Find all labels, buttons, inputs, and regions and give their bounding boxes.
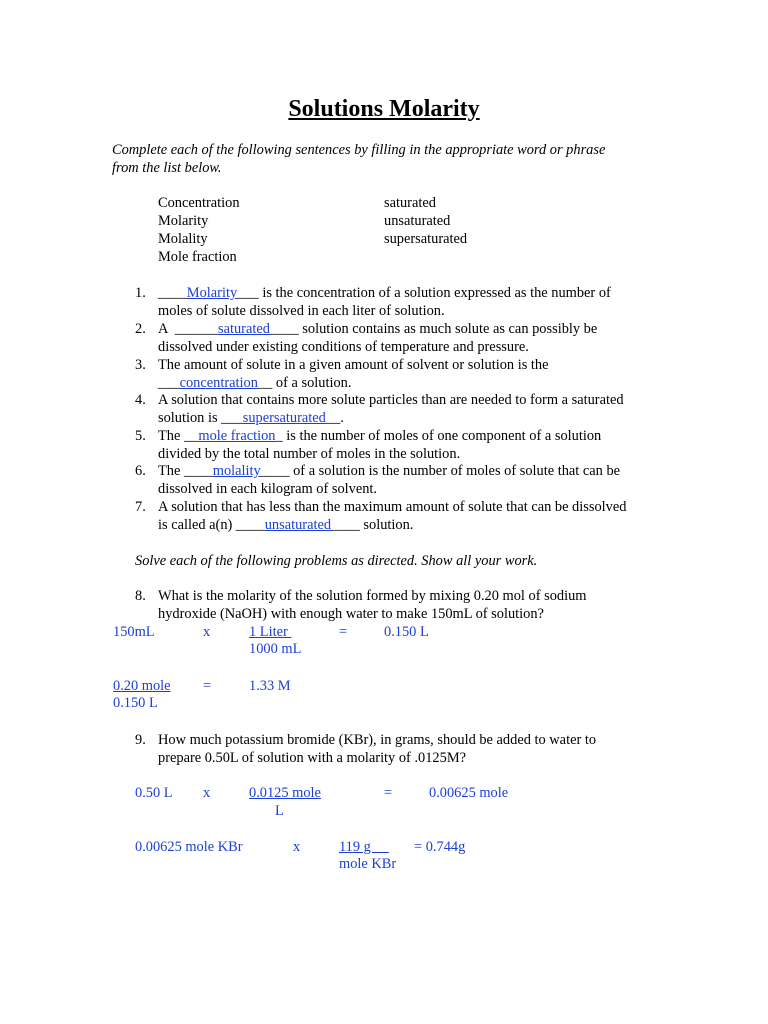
question-1-line-2: moles of solute dissolved in each liter of solution. — [158, 303, 445, 319]
problem-9-number: 9. — [135, 732, 146, 748]
question-3-line-2: ___concentration__ of a solution. — [158, 375, 352, 391]
word-list-unsaturated: unsaturated — [384, 213, 451, 229]
problem-9-work-result: 0.00625 mole — [429, 785, 509, 801]
question-7-number: 7. — [135, 499, 146, 515]
problem-8-work-volume: 150mL — [113, 624, 155, 640]
instructions-line-2: from the list below. — [112, 160, 222, 176]
question-5-number: 5. — [135, 428, 146, 444]
word-list-molarity: Molarity — [158, 213, 209, 229]
problem-9-work-times: x — [203, 785, 211, 801]
problem-8-work-times: x — [203, 624, 211, 640]
question-1-number: 1. — [135, 285, 146, 301]
problem-9-mass-denominator: mole KBr — [339, 856, 397, 872]
question-4-line-2: solution is ___supersaturated__. — [158, 410, 344, 426]
problem-8-line-1: What is the molarity of the solution formed by mixing 0.20 mol of sodium — [158, 588, 587, 604]
question-6-line-2: dissolved in each kilogram of solvent. — [158, 481, 378, 497]
answer-7: unsaturated — [264, 517, 332, 533]
word-list-mole-fraction: Mole fraction — [158, 249, 237, 265]
word-list-molality: Molality — [158, 231, 208, 247]
problem-8-work-numerator: 1 Liter — [249, 624, 292, 640]
question-1-line-1: ____Molarity___ is the concentration of a solution expressed as the number of — [158, 285, 611, 301]
problem-8-molarity-numerator: 0.20 mole — [113, 678, 171, 694]
question-3-number: 3. — [135, 357, 146, 373]
problem-9-line-1: How much potassium bromide (KBr), in grams, should be added to water to — [158, 732, 597, 748]
problem-9-mass-result: = 0.744g — [414, 839, 466, 855]
question-5-line-2: divided by the total number of moles in the solution. — [158, 446, 461, 462]
problem-8-number: 8. — [135, 588, 146, 604]
problem-8-molarity-denominator: 0.150 L — [113, 695, 158, 711]
answer-1: Molarity — [186, 285, 238, 301]
problem-8-work-denominator: 1000 mL — [249, 641, 302, 657]
question-4-line-1: A solution that contains more solute particles than are needed to form a saturated — [158, 392, 624, 408]
answer-5: mole fraction — [198, 428, 276, 444]
problem-9-work-numerator: 0.0125 mole — [249, 785, 321, 801]
problem-9-work-denominator: L — [275, 803, 284, 819]
problem-9-line-2: prepare 0.50L of solution with a molarity of .0125M? — [158, 750, 466, 766]
answer-4: supersaturated — [242, 410, 326, 426]
answer-6: molality — [212, 463, 261, 479]
question-7-line-1: A solution that has less than the maximum amount of solute that can be dissolved — [158, 499, 627, 515]
problem-8-molarity-result: 1.33 M — [249, 678, 291, 694]
problem-9-work-volume: 0.50 L — [135, 785, 173, 801]
page-title: Solutions Molarity — [288, 96, 480, 122]
problem-9-mass-times: x — [293, 839, 301, 855]
question-7-line-2: is called a(n) ____unsaturated____ solution. — [158, 517, 414, 533]
word-list-supersaturated: supersaturated — [384, 231, 468, 247]
question-3-line-1: The amount of solute in a given amount of solvent or solution is the — [158, 357, 549, 373]
problem-8-line-2: hydroxide (NaOH) with enough water to make 150mL of solution? — [158, 606, 544, 622]
answer-3: concentration — [179, 375, 258, 391]
answer-2: saturated — [217, 321, 270, 337]
problem-9-mass-numerator: 119 g — [339, 839, 389, 855]
question-2-line-1: A ______saturated____ solution contains as much solute as can possibly be — [158, 321, 598, 337]
problem-9-mass-moles: 0.00625 mole KBr — [135, 839, 243, 855]
problem-8-molarity-equals: = — [203, 678, 212, 694]
question-2-line-2: dissolved under existing conditions of temperature and pressure. — [158, 339, 529, 355]
question-2-number: 2. — [135, 321, 146, 337]
problems-instructions: Solve each of the following problems as directed. Show all your work. — [135, 553, 538, 569]
question-6-number: 6. — [135, 463, 146, 479]
word-list-concentration: Concentration — [158, 195, 240, 211]
question-4-number: 4. — [135, 392, 146, 408]
question-5-line-1: The __mole fraction_ is the number of moles of one component of a solution — [158, 428, 602, 444]
problem-9-work-equals: = — [384, 785, 393, 801]
problem-8-work-result: 0.150 L — [384, 624, 429, 640]
problem-8-work-equals: = — [339, 624, 348, 640]
question-6-line-1: The ____molality____ of a solution is the number of moles of solute that can be — [158, 463, 621, 479]
instructions-line-1: Complete each of the following sentences by filling in the appropriate word or phrase — [112, 142, 606, 158]
word-list-saturated: saturated — [384, 195, 436, 211]
